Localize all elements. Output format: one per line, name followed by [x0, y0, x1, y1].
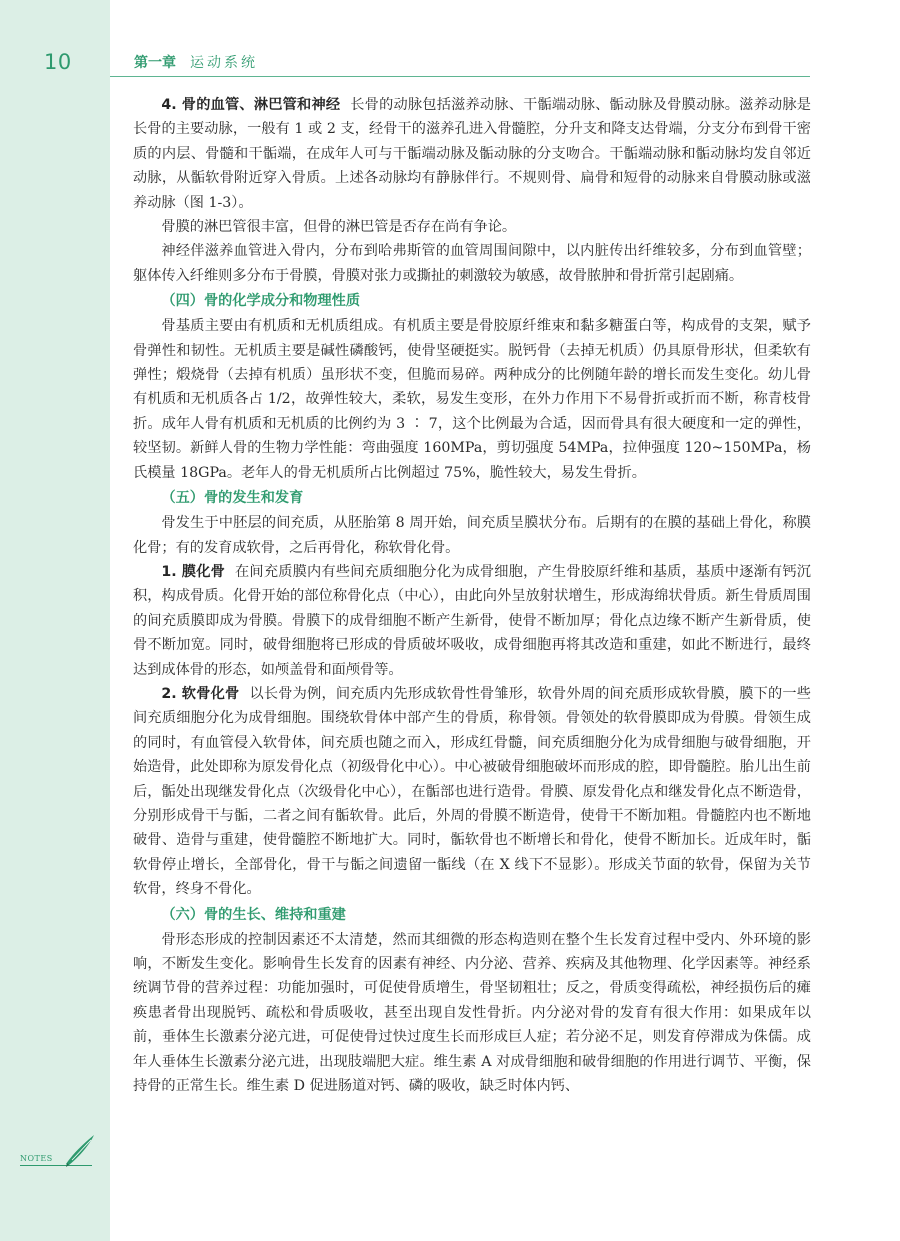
section-heading-growth: （六）骨的生长、维持和重建 [161, 906, 346, 923]
paragraph-growth: 骨形态形成的控制因素还不太清楚，然而其细微的形态构造则在整个生长发育过程中受内、外环境的影响，不断发生变化。影响骨生长发育的因素有神经、内分泌、营养、疾病及其他物理、化学因素等。神经系统调节骨的营养过程：功能加强时，可促使骨质增生，骨坚韧粗壮；反之，骨质变得疏松，神经损伤后的瘫痪患者骨出现脱钙、疏松和骨质吸收，甚至出现自发性骨折。内分泌对骨的发育有很大作用：如果成年以前，垂体生长激素分泌亢进，可促使骨过快过度生长而形成巨人症；若分泌不足，则发育停滞成为侏儒。成年人垂体生长激素分泌亢进，出现肢端肥大症。维生素 A 对成骨细胞和破骨细胞的作用进行调节、平衡，保持骨的正常生长。维生素 D 促进肠道对钙、磷的吸收，缺乏时体内钙、 [133, 931, 811, 1095]
run-in-heading: 1. 膜化骨 [161, 563, 226, 580]
run-in-heading: 2. 软骨化骨 [161, 685, 240, 702]
chapter-number: 第一章 [134, 55, 176, 71]
paragraph-text: 长骨的动脉包括滋养动脉、干骺端动脉、骺动脉及骨膜动脉。滋养动脉是长骨的主要动脉，一般有 1 或 2 支，经骨干的滋养孔进入骨髓腔，分升支和降支达骨端，分支分布到骨干密质的内层、骨髓和干骺端，在成年人可与干骺端动脉及骺动脉的分支吻合。干骺端动脉和骺动脉均发自邻近动脉，从骺软骨附近穿入骨质。上述各动脉均有静脉伴行。不规则骨、扁骨和短骨的动脉来自骨膜动脉或滋养动脉（图 1-3）。 [133, 97, 811, 211]
paragraph-text: 在间充质膜内有些间充质细胞分化为成骨细胞，产生骨胶原纤维和基质，基质中逐渐有钙沉积，构成骨质。化骨开始的部位称骨化点（中心），由此向外呈放射状增生，形成海绵状骨质。新生骨质周围的间充质膜即成为骨膜。骨膜下的成骨细胞不断产生新骨，使骨不断加厚；骨化点边缘不断产生新骨质，使骨不断加宽。同时，破骨细胞将已形成的骨质破坏吸收，成骨细胞再将其改造和重建，如此不断进行，最终达到成体骨的形态，如颅盖骨和面颅骨等。 [133, 563, 811, 678]
body-text [133, 93, 811, 1098]
header-rule [110, 76, 810, 77]
paragraph-development-intro: 骨发生于中胚层的间充质，从胚胎第 8 周开始，间充质呈膜状分布。后期有的在膜的基础上骨化，称膜化骨；有的发育成软骨，之后再骨化，称软骨化骨。 [133, 515, 811, 556]
paragraph-nerves: 神经伴滋养血管进入骨内，分布到哈弗斯管的血管周围间隙中，以内脏传出纤维较多，分布到血管壁；躯体传入纤维则多分布于骨膜，骨膜对张力或撕扯的刺激较为敏感，故骨脓肿和骨折常引起剧痛。 [133, 243, 811, 284]
pen-icon [60, 1132, 100, 1168]
run-in-heading: 4. 骨的血管、淋巴管和神经 [161, 97, 341, 113]
chapter-title: 运动系统 [190, 55, 258, 71]
left-margin-strip [0, 0, 110, 1241]
page-number: 10 [44, 50, 72, 74]
section-heading-development: （五）骨的发生和发育 [161, 490, 304, 507]
paragraph-vessels-nerves [133, 93, 811, 215]
paragraph-text: 以长骨为例，间充质内先形成软骨性骨雏形，软骨外周的间充质形成软骨膜，膜下的一些间充质细胞分化为成骨细胞。围绕软骨体中部产生的骨质，称骨领。骨领处的软骨膜即成为骨膜。骨领生成的同时，有血管侵入软骨体，间充质也随之而入，形成红骨髓，间充质细胞分化为成骨细胞与破骨细胞，开始造骨，此处即称为原发骨化点（初级骨化中心）。中心被破骨细胞破坏而形成的腔，即骨髓腔。胎儿出生前后，骺处出现继发骨化点（次级骨化中心），在骺部也进行造骨。骨膜、原发骨化点和继发骨化点不断造骨，分别形成骨干与骺，二者之间有骺软骨。此后，外周的骨膜不断造骨，使骨干不断加粗。骨髓腔内也不断地破骨、造骨与重建，使骨髓腔不断地扩大。同时，骺软骨也不断增长和骨化，使骨不断加长。近成年时，骺软骨停止增长，全部骨化，骨干与骺之间遗留一骺线（在 X 线下不显影）。形成关节面的软骨，保留为关节软骨，终身不骨化。 [133, 685, 811, 898]
notes-mark [20, 1132, 100, 1172]
paragraph-cartilage-ossification [133, 682, 811, 902]
paragraph-membranous-ossification [133, 560, 811, 682]
running-head [134, 52, 258, 72]
paragraph-chemistry: 骨基质主要由有机质和无机质组成。有机质主要是骨胶原纤维束和黏多糖蛋白等，构成骨的支架，赋予骨弹性和韧性。无机质主要是碱性磷酸钙，使骨坚硬挺实。脱钙骨（去掉无机质）仍具原骨形状，但柔软有弹性；煅烧骨（去掉有机质）虽形状不变，但脆而易碎。两种成分的比例随年龄的增长而发生变化。幼儿骨有机质和无机质各占 1/2，故弹性较大，柔软，易发生变形，在外力作用下不易骨折或折而不断，称青枝骨折。成年人骨有机质和无机质的比例约为 3 ∶ 7，这个比例最为合适，因而骨具有很大硬度和一定的弹性，较坚韧。新鲜人骨的生物力学性能：弯曲强度 160MPa，剪切强度 54MPa，拉伸强度 120~150MPa，杨氏模量 18GPa。老年人的骨无机质所占比例超过 75%，脆性较大，易发生骨折。 [133, 318, 811, 481]
paragraph-lymph: 骨膜的淋巴管很丰富，但骨的淋巴管是否存在尚有争论。 [161, 219, 517, 236]
notes-label: NOTES [20, 1154, 53, 1163]
section-heading-chemistry: （四）骨的化学成分和物理性质 [161, 293, 361, 310]
